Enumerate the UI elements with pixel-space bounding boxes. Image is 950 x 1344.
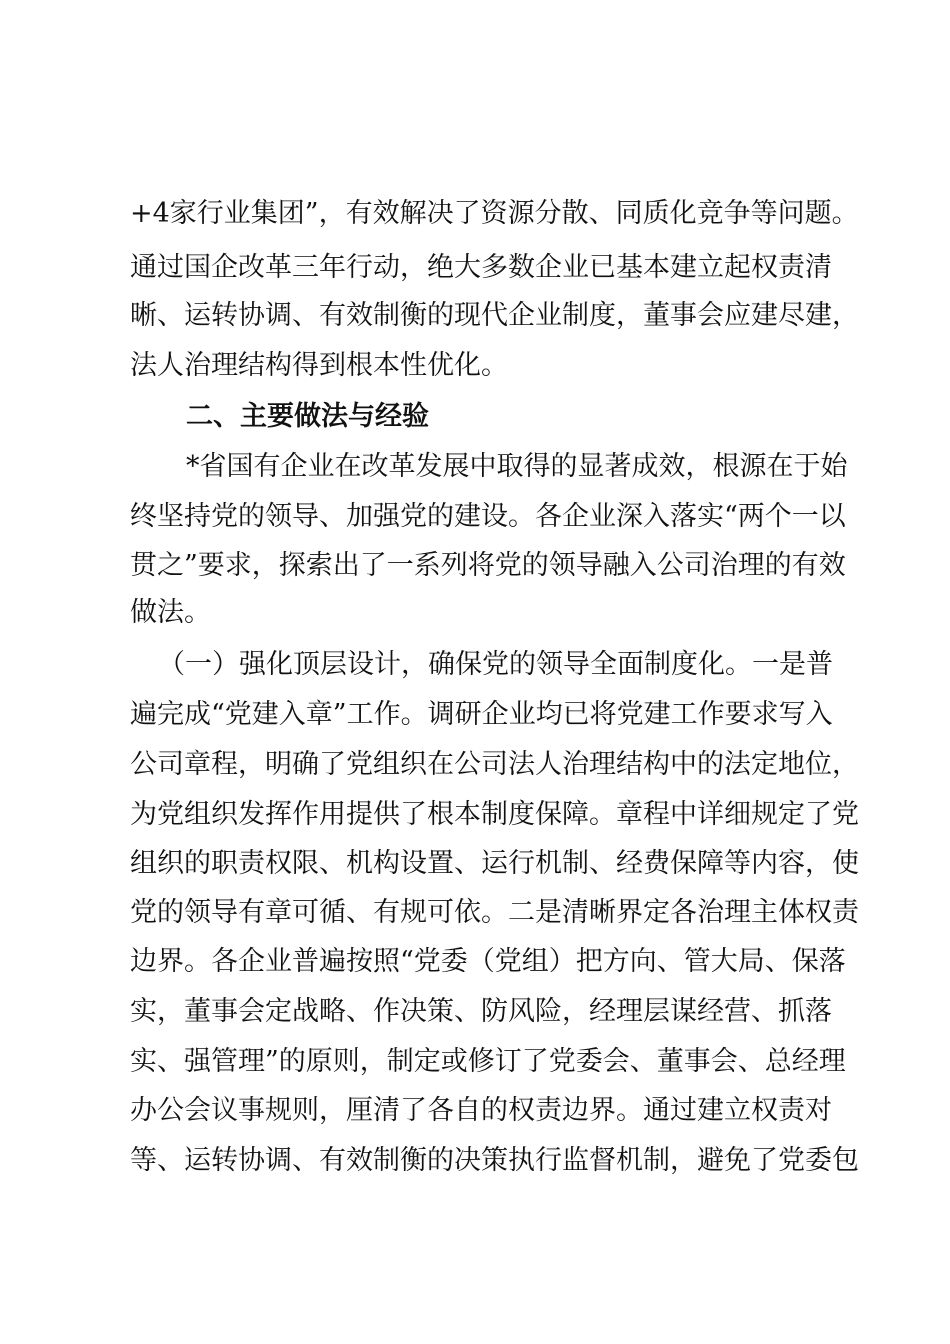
paragraph-line: +4家行业集团”，有效解决了资源分散、同质化竞争等问题。: [130, 198, 859, 229]
paragraph-line: 为党组织发挥作用提供了根本制度保障。章程中详细规定了党: [130, 799, 859, 830]
paragraph-line: 做法。: [130, 597, 211, 628]
paragraph-line: 边界。各企业普遍按照“党委（党组）把方向、管大局、保落: [130, 946, 846, 977]
paragraph-line: 党的领导有章可循、有规可依。二是清晰界定各治理主体权责: [130, 897, 859, 928]
paragraph-line: 法人治理结构得到根本性优化。: [130, 350, 508, 381]
paragraph-line: 贯之”要求，探索出了一系列将党的领导融入公司治理的有效: [130, 550, 846, 581]
paragraph-line: 通过国企改革三年行动，绝大多数企业已基本建立起权责清: [130, 252, 832, 283]
paragraph-line: 实、强管理”的原则，制定或修订了党委会、董事会、总经理: [130, 1046, 846, 1077]
paragraph-line: 晰、运转协调、有效制衡的现代企业制度，董事会应建尽建，: [130, 300, 859, 331]
paragraph-line: 实，董事会定战略、作决策、防风险，经理层谋经营、抓落: [130, 996, 832, 1027]
paragraph-line: 遍完成“党建入章”工作。调研企业均已将党建工作要求写入: [130, 699, 833, 730]
paragraph-line: 公司章程，明确了党组织在公司法人治理结构中的法定地位，: [130, 749, 859, 780]
paragraph-line: *省国有企业在改革发展中取得的显著成效，根源在于始: [186, 451, 848, 482]
subsection-line: （一）强化顶层设计，确保党的领导全面制度化。一是普: [158, 649, 833, 680]
paragraph-line: 组织的职责权限、机构设置、运行机制、经费保障等内容，使: [130, 848, 859, 879]
paragraph-line: 等、运转协调、有效制衡的决策执行监督机制，避免了党委包: [130, 1145, 859, 1176]
paragraph-line: 办公会议事规则，厘清了各自的权责边界。通过建立权责对: [130, 1095, 832, 1126]
paragraph-line: 终坚持党的领导、加强党的建设。各企业深入落实“两个一以: [130, 501, 846, 532]
section-heading: 二、主要做法与经验: [186, 401, 429, 432]
